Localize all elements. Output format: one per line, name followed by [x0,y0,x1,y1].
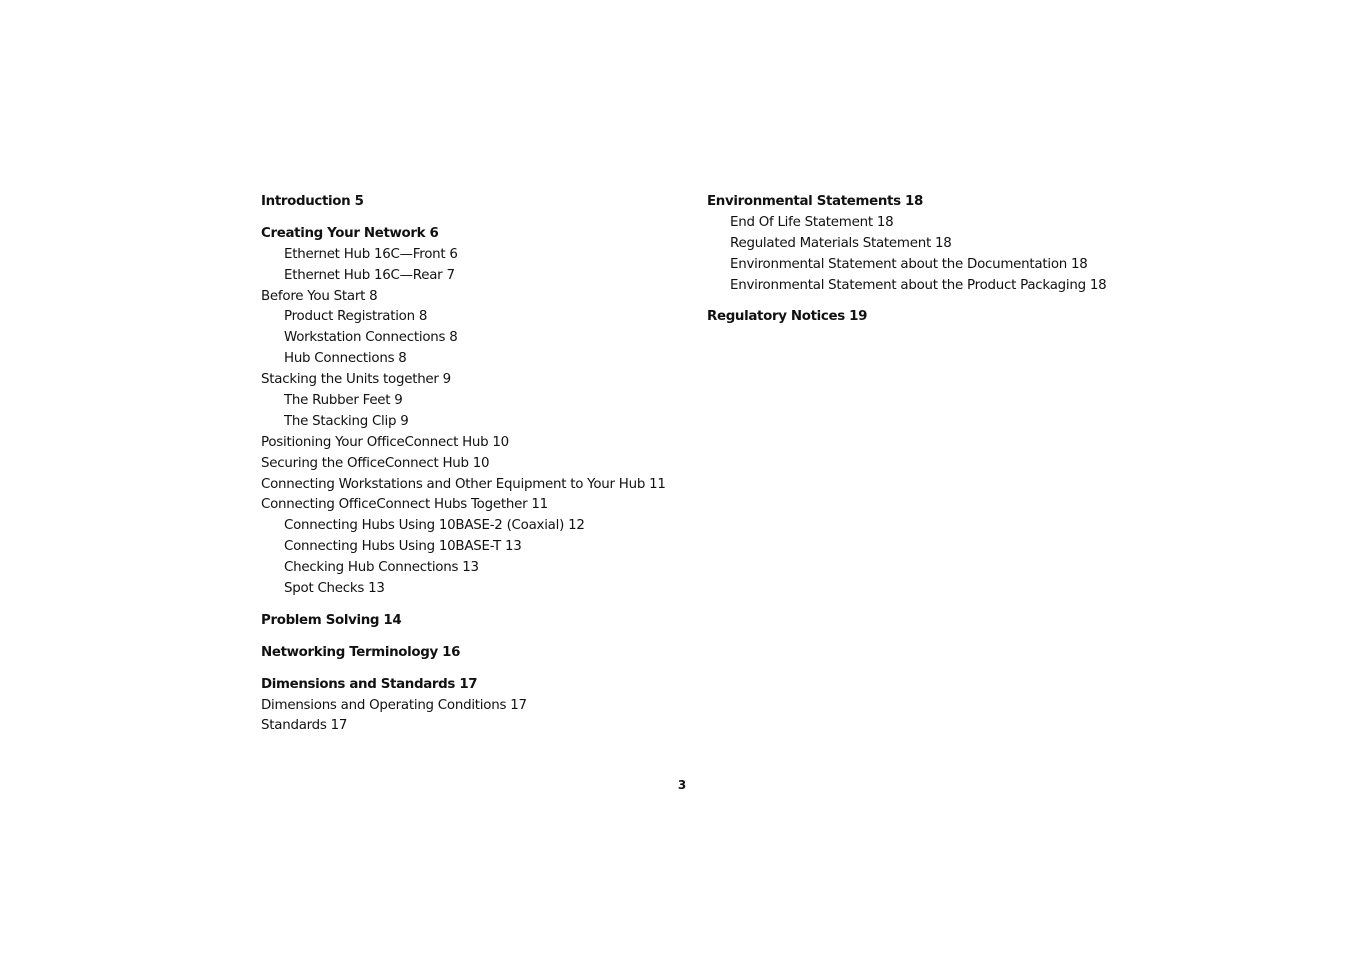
toc-chapter-heading: Regulatory Notices 19 [707,309,868,325]
toc-chapter-heading: Environmental Statements 18 [707,194,923,209]
toc-subsection-item: Workstation Connections 8 [284,330,458,346]
toc-section-item: Securing the OfficeConnect Hub 10 [261,455,490,471]
toc-chapter-heading: Introduction 5 [261,194,364,209]
toc-chapter-heading: Networking Terminology 16 [261,644,461,660]
toc-subsection-item: Hub Connections 8 [284,351,407,367]
toc-section-item: Dimensions and Operating Conditions 17 [261,697,527,713]
toc-section-item: Connecting Workstations and Other Equipment to Your Hub 11 [261,476,666,492]
toc-section-item: Stacking the Units together 9 [261,372,451,388]
page-number: 3 [677,778,687,792]
toc-chapter-heading: Creating Your Network 6 [261,225,439,241]
toc-section-item: Connecting OfficeConnect Hubs Together 11 [261,497,548,513]
toc-subsection-item: Environmental Statement about the Documentation 18 [730,256,1088,272]
toc-subsection-item: Ethernet Hub 16C—Rear 7 [284,267,455,283]
toc-subsection-item: Ethernet Hub 16C—Front 6 [284,246,458,262]
toc-subsection-item: Regulated Materials Statement 18 [730,235,952,251]
toc-column-right [707,192,1127,328]
toc-subsection-item: Environmental Statement about the Product Packaging 18 [730,277,1107,293]
toc-chapter-heading: Problem Solving 14 [261,612,402,628]
toc-subsection-item: End Of Life Statement 18 [730,214,894,230]
toc-subsection-item: The Rubber Feet 9 [284,393,403,409]
toc-section-item: Positioning Your OfficeConnect Hub 10 [261,434,509,450]
toc-subsection-item: Checking Hub Connections 13 [284,560,479,576]
toc-subsection-item: Product Registration 8 [284,309,428,325]
toc-subsection-item: Connecting Hubs Using 10BASE-2 (Coaxial) 12 [284,518,585,534]
toc-section-item: Before You Start 8 [261,288,378,304]
toc-section-item: Standards 17 [261,718,348,734]
toc-subsection-item: The Stacking Clip 9 [284,413,409,429]
toc-subsection-item: Spot Checks 13 [284,581,385,597]
toc-subsection-item: Connecting Hubs Using 10BASE-T 13 [284,539,522,555]
toc-column-left [261,192,691,737]
toc-chapter-heading: Dimensions and Standards 17 [261,676,478,692]
